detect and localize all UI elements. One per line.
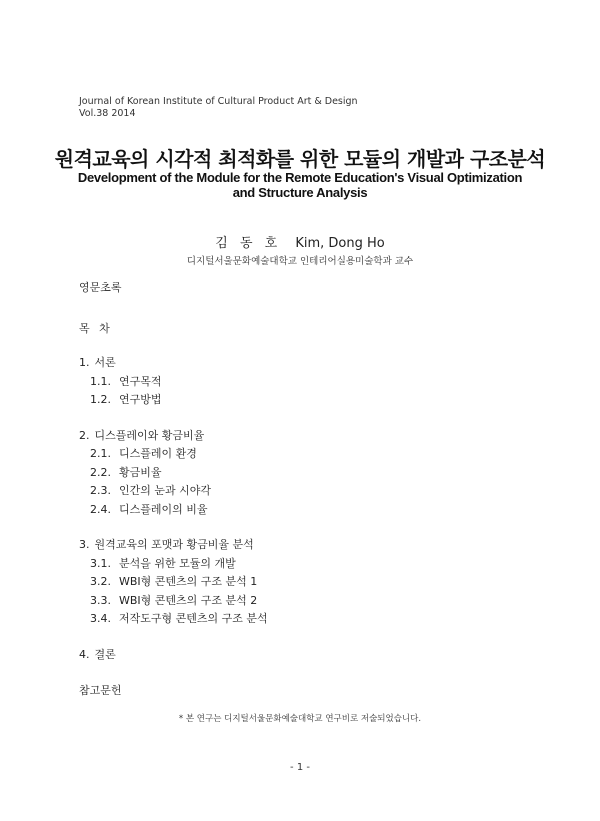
toc-section-label: 디스플레이와 황금비율 [94, 428, 205, 442]
toc-subsection-number: 3.2. [90, 575, 111, 588]
toc-subsection [79, 445, 268, 464]
toc-heading: 목 차 [79, 322, 113, 335]
toc-subsection [79, 592, 268, 611]
toc-subsection-number: 2.2. [90, 465, 111, 479]
toc-section-number: 3. [79, 538, 90, 551]
journal-volume: Vol.38 2014 [79, 108, 136, 119]
references-heading: 참고문헌 [79, 684, 122, 697]
toc-subsection [79, 391, 268, 410]
toc-section-title [79, 354, 268, 373]
toc-subsection [79, 482, 268, 501]
toc-subsection-number: 1.1. [90, 374, 111, 388]
toc-section [79, 536, 268, 629]
toc-subsection-label: 디스플레이의 비율 [119, 502, 208, 516]
footnote: * 본 연구는 디지털서울문화예술대학교 연구비로 저술되었습니다. [178, 714, 422, 724]
toc-subsection-label: 연구방법 [119, 393, 162, 406]
toc-subsection-label: 저작도구형 콘텐츠의 구조 분석 [119, 612, 268, 625]
toc-subsection-label: WBI형 콘텐츠의 구조 분석 1 [119, 575, 258, 588]
toc-subsection-label: 분석을 위한 모듈의 개발 [119, 556, 236, 570]
journal-name: Journal of Korean Institute of Cultural Product Art & Design [79, 96, 358, 107]
toc-subsection [79, 373, 268, 392]
toc-section-title [79, 427, 268, 446]
title-english: Development of the Module for the Remote Education's Visual Optimization and Structure Analysis [77, 170, 523, 200]
toc-subsection-number: 3.4. [90, 612, 111, 625]
toc-section [79, 646, 268, 665]
toc-section-number: 1. [79, 356, 90, 369]
toc-subsection-number: 2.4. [90, 502, 111, 516]
abstract-heading: 영문초록 [79, 281, 122, 294]
toc-subsection-label: 황금비율 [119, 465, 162, 479]
toc-section-number: 2. [79, 428, 90, 442]
toc-subsection [79, 610, 268, 629]
toc-subsection-number: 2.1. [90, 447, 111, 460]
toc-section-label: 결론 [94, 647, 116, 661]
toc-subsection-number: 2.3. [90, 484, 111, 497]
author-name-korean: 김 동 호 [215, 236, 282, 251]
toc-subsection-label: 인간의 눈과 시야각 [119, 484, 212, 497]
table-of-contents [79, 354, 268, 681]
toc-subsection-label: 디스플레이 환경 [119, 447, 197, 460]
toc-subsection [79, 555, 268, 574]
journal-header [79, 96, 358, 120]
author-affiliation: 디지털서울문화예술대학교 인테리어실용미술학과 교수 [186, 256, 414, 267]
toc-subsection [79, 464, 268, 483]
toc-section-label: 원격교육의 포맷과 황금비율 분석 [94, 538, 254, 551]
toc-subsection-number: 3.3. [90, 593, 111, 607]
toc-subsection-label: 연구목적 [119, 374, 162, 388]
toc-subsection-label: WBI형 콘텐츠의 구조 분석 2 [119, 593, 258, 607]
toc-section [79, 427, 268, 520]
toc-subsection [79, 501, 268, 520]
author-name-english: Kim, Dong Ho [295, 236, 385, 251]
toc-section-label: 서론 [94, 356, 116, 369]
toc-section-number: 4. [79, 647, 90, 661]
toc-subsection-number: 3.1. [90, 556, 111, 570]
toc-section-title [79, 536, 268, 555]
toc-subsection [79, 573, 268, 592]
page-number: - 1 - [290, 762, 310, 773]
toc-section-title [79, 646, 268, 665]
toc-subsection-number: 1.2. [90, 393, 111, 406]
toc-section [79, 354, 268, 410]
author-line [0, 232, 600, 251]
title-korean: 원격교육의 시각적 최적화를 위한 모듈의 개발과 구조분석 [54, 147, 546, 171]
